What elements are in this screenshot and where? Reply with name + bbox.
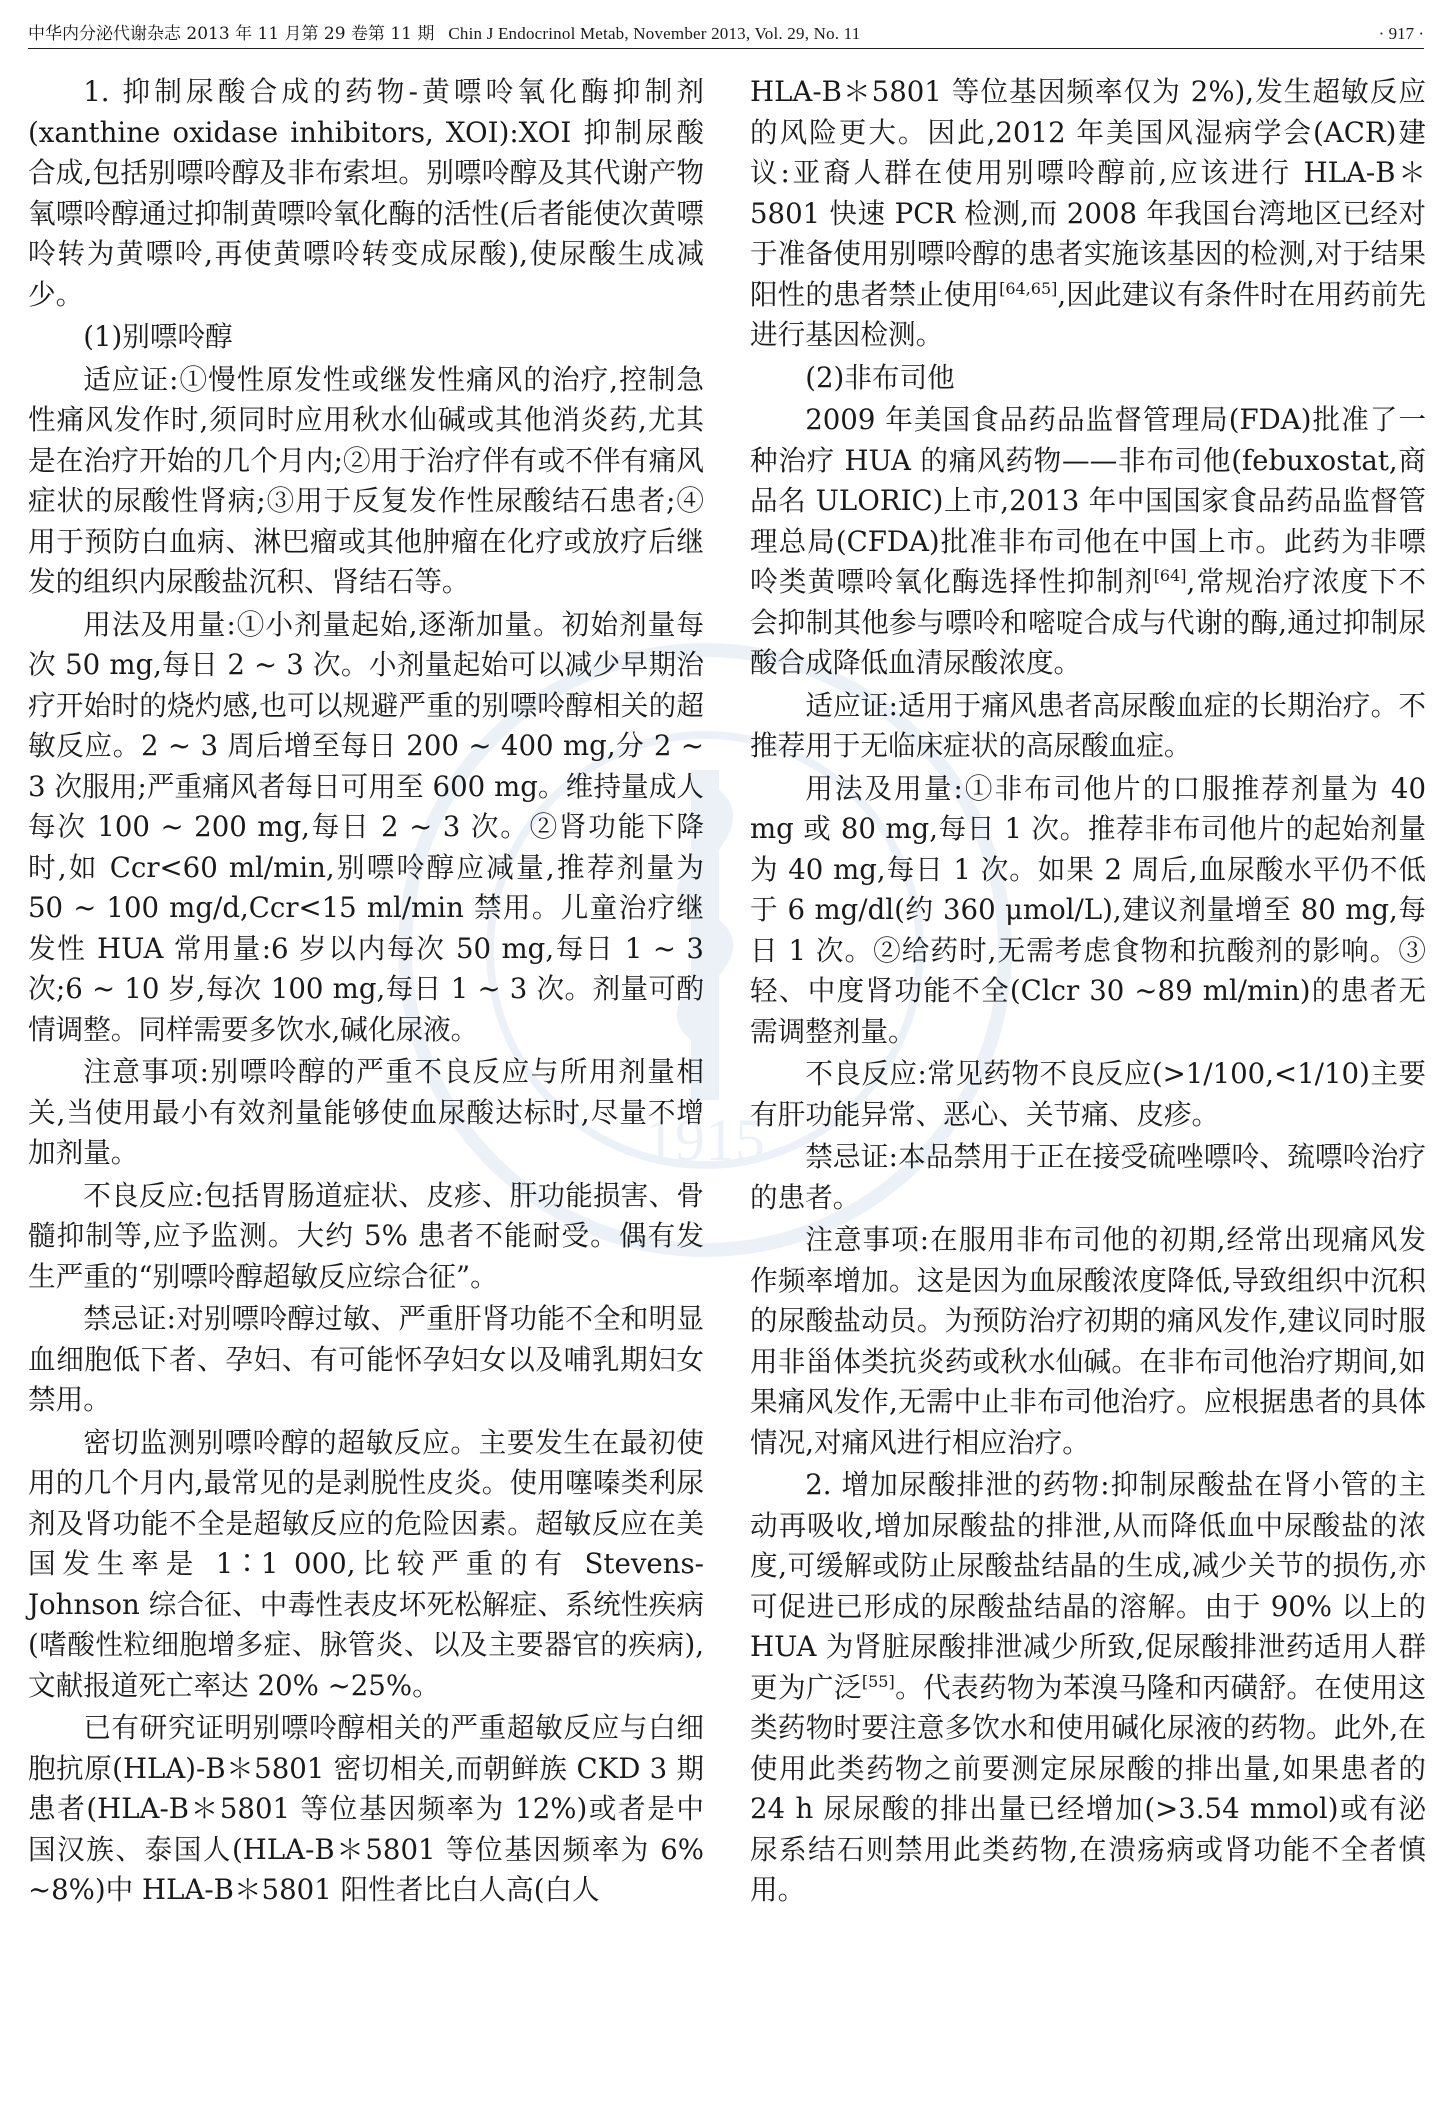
- journal-title-cn: 中华内分泌代谢杂志 2013 年 11 月第 29 卷第 11 期: [28, 24, 435, 44]
- subheading-febuxostat: (2)非布司他: [805, 360, 955, 394]
- text: 。代表药物为苯溴马隆和丙磺舒。在使用这类药物时要注意多饮水和使用碱化尿液的药物。此外,在使用此类药物之前要测定尿尿酸的排出量,如果患者的 24 h 尿尿酸的排出量已经增加(>3.54 mmol)或有泌尿系结石则禁用此类药物,在溃疡病或肾功能不全者慎用。: [750, 1670, 1426, 1906]
- text: HLA-B＊5801 等位基因频率仅为 2%),发生超敏反应的风险更大。因此,2012 年美国风湿病学会(ACR)建议:亚裔人群在使用别嘌呤醇前,应该进行 HLA-B＊5801 快速 PCR 检测,而 2008 年我国台湾地区已经对于准备使用别嘌呤醇的患者实施该基因的检测,对于结果阳性的患者禁止使用: [750, 75, 1426, 311]
- paragraph-xoi-intro: 1. 抑制尿酸合成的药物-黄嘌呤氧化酶抑制剂(xanthine oxidase inhibitors, XOI):XOI 抑制尿酸合成,包括别嘌呤醇及非布索坦。别嘌呤醇及其代谢产物氧嘌呤醇通过抑制黄嘌呤氧化酶的活性(后者能使次黄嘌呤转为黄嘌呤,再使黄嘌呤转变成尿酸),使尿酸生成减少。: [28, 75, 704, 311]
- paragraph-allopurinol-adverse: 不良反应:包括胃肠道症状、皮疹、肝功能损害、骨髓抑制等,应予监测。大约 5% 患者不能耐受。偶有发生严重的“别嘌呤醇超敏反应综合征”。: [28, 1178, 704, 1293]
- paragraph-febuxostat-dosage: 用法及用量:①非布司他片的口服推荐剂量为 40 mg 或 80 mg,每日 1 次。推荐非布司他片的起始剂量为 40 mg,每日 1 次。如果 2 周后,血尿酸水平仍不低于 6 mg/dl(约 360 μmol/L),建议剂量增至 80 mg,每日 1 次。②给药时,无需考虑食物和抗酸剂的影响。③轻、中度肾功能不全(Clcr 30 ~89 ml/min)的患者无需调整剂量。: [750, 771, 1426, 1048]
- paragraph-allopurinol-indications: 适应证:①慢性原发性或继发性痛风的治疗,控制急性痛风发作时,须同时应用秋水仙碱或其他消炎药,尤其是在治疗开始的几个月内;②用于治疗伴有或不伴有痛风症状的尿酸性肾病;③用于反复发作性尿酸结石患者;④用于预防白血病、淋巴瘤或其他肿瘤在化疗或放疗后继发的组织内尿酸盐沉积、肾结石等。: [28, 362, 704, 598]
- paragraph-febuxostat-indications: 适应证:适用于痛风患者高尿酸血症的长期治疗。不推荐用于无临床症状的高尿酸血症。: [750, 688, 1426, 762]
- journal-info: [28, 22, 860, 46]
- right-column: [750, 72, 1426, 1913]
- paragraph-allopurinol-hypersensitivity: 密切监测别嘌呤醇的超敏反应。主要发生在最初使用的几个月内,最常见的是剥脱性皮炎。使用噻嗪类利尿剂及肾功能不全是超敏反应的危险因素。超敏反应在美国发生率是 1∶1 000,比较严重的有 Stevens-Johnson 综合征、中毒性表皮坏死松解症、系统性疾病(嗜酸性粒细胞增多症、脉管炎、以及主要器官的疾病),文献报道死亡率达 20% ~25%。: [28, 1425, 704, 1702]
- citation: [64]: [1153, 565, 1187, 585]
- paragraph-febuxostat-precautions: 注意事项:在服用非布司他的初期,经常出现痛风发作频率增加。这是因为血尿酸浓度降低,导致组织中沉积的尿酸盐动员。为预防治疗初期的痛风发作,建议同时服用非甾体类抗炎药或秋水仙碱。在非布司他治疗期间,如果痛风发作,无需中止非布司他治疗。应根据患者的具体情况,对痛风进行相应治疗。: [750, 1223, 1426, 1459]
- citation: [64,65]: [999, 278, 1058, 298]
- page-number: · 917 ·: [1378, 24, 1424, 43]
- paragraph-febuxostat-contraindications: 禁忌证:本品禁用于正在接受硫唑嘌呤、巯嘌呤治疗的患者。: [750, 1140, 1426, 1214]
- paragraph-hla-continued: [750, 72, 1426, 356]
- paragraph-allopurinol-contraindications: 禁忌证:对别嘌呤醇过敏、严重肝肾功能不全和明显血细胞低下者、孕妇、有可能怀孕妇女以及哺乳期妇女禁用。: [28, 1302, 704, 1416]
- paragraph-allopurinol-dosage: 用法及用量:①小剂量起始,逐渐加量。初始剂量每次 50 mg,每日 2 ~ 3 次。小剂量起始可以减少早期治疗开始时的烧灼感,也可以规避严重的别嘌呤醇相关的超敏反应。2 ~ 3 周后增至每日 200 ~ 400 mg,分 2 ~ 3 次服用;严重痛风者每日可用至 600 mg。维持量成人每次 100 ~ 200 mg,每日 2 ~ 3 次。②肾功能下降时,如 Ccr<60 ml/min,别嘌呤醇应减量,推荐剂量为 50 ~ 100 mg/d,Ccr<15 ml/min 禁用。儿童治疗继发性 HUA 常用量:6 岁以内每次 50 mg,每日 1 ~ 3 次;6 ~ 10 岁,每次 100 mg,每日 1 ~ 3 次。剂量可酌情调整。同样需要多饮水,碱化尿液。: [28, 607, 704, 1046]
- paragraph-febuxostat-adverse: 不良反应:常见药物不良反应(>1/100,<1/10)主要有肝功能异常、恶心、关节痛、皮疹。: [750, 1057, 1426, 1131]
- text: ,常规治疗浓度下不会抑制其他参与嘌呤和嘧啶合成与代谢的酶,通过抑制尿酸合成降低血清尿酸浓度。: [750, 565, 1426, 679]
- subheading-allopurinol: (1)别嘌呤醇: [83, 320, 233, 353]
- citation: [55]: [861, 1671, 895, 1691]
- paragraph-febuxostat-intro: [750, 400, 1426, 684]
- svg-text:1915: 1915: [645, 1107, 765, 1173]
- running-header: [28, 22, 1424, 49]
- text: ,因此建议有条件时在用药前先进行基因检测。: [750, 277, 1426, 351]
- paragraph-allopurinol-precautions: 注意事项:别嘌呤醇的严重不良反应与所用剂量相关,当使用最小有效剂量能够使血尿酸达标时,尽量不增加剂量。: [28, 1055, 704, 1169]
- left-column: [28, 72, 704, 1913]
- paragraph-hla-b5801: 已有研究证明别嘌呤醇相关的严重超敏反应与白细胞抗原(HLA)-B＊5801 密切相关,而朝鲜族 CKD 3 期患者(HLA-B＊5801 等位基因频率为 12%)或者是中国汉族、泰国人(HLA-B＊5801 等位基因频率为 6% ~8%)中 HLA-B＊5801 阳性者比白人高(白人: [28, 1711, 704, 1906]
- paragraph-uricosuric-drugs: [750, 1465, 1426, 1911]
- text: 2. 增加尿酸排泄的药物:抑制尿酸盐在肾小管的主动再吸收,增加尿酸盐的排泄,从而降低血中尿酸盐的浓度,可缓解或防止尿酸盐结晶的生成,减少关节的损伤,亦可促进已形成的尿酸盐结晶的溶解。由于 90% 以上的 HUA 为肾脏尿酸排泄减少所致,促尿酸排泄药适用人群更为广泛: [750, 1468, 1426, 1704]
- text: 2009 年美国食品药品监督管理局(FDA)批准了一种治疗 HUA 的痛风药物——非布司他(febuxostat,商品名 ULORIC)上市,2013 年中国国家食品药品监督管理总局(CFDA)批准非布司他在中国上市。此药为非嘌呤类黄嘌呤氧化酶选择性抑制剂: [750, 403, 1426, 598]
- journal-title-en: Chin J Endocrinol Metab, November 2013, Vol. 29, No. 11: [448, 24, 861, 43]
